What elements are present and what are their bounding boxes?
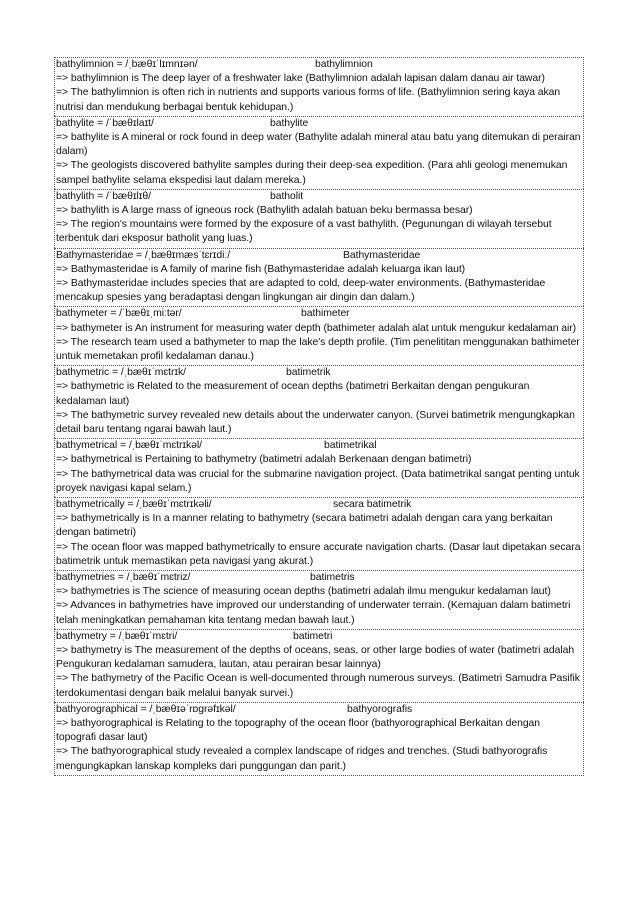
entry-header [56, 117, 582, 131]
definition: => bathymetry is The measurement of the depths of oceans, seas, or other large bodies of water (batimetri adalah Pengukuran kedalaman samudera, lautan, atau perairan besar lainnya) [56, 644, 575, 671]
headword: bathymetrically = /ˌbæθɪˈmɛtrɪkəli/ [56, 498, 212, 510]
translation: batimetrik [286, 367, 331, 379]
example: => The region's mountains were formed by the exposure of a vast bathylith. (Pegunungan di wilayah tersebut terbentuk dari eksposur batholit yang luas.) [56, 219, 552, 245]
definition: => bathylimnion is The deep layer of a freshwater lake (Bathylimnion adalah lapisan dalam danau air tawar) [56, 73, 545, 85]
example: => The bathymetric survey revealed new details about the underwater canyon. (Survei batimetrik mengungkapkan detail baru tentang ngarai bawah laut.) [56, 409, 575, 435]
dictionary-page [54, 57, 584, 776]
dictionary-entry [54, 306, 584, 365]
translation: Bathymasteridae [343, 249, 421, 261]
definition: => Bathymasteridae is A family of marine fish (Bathymasteridae adalah keluarga ikan laut) [56, 263, 466, 275]
translation: batholit [270, 190, 304, 202]
definition: => bathymetric is Related to the measurement of ocean depths (batimetri Berkaitan dengan pengukuran kedalaman laut) [56, 381, 530, 407]
translation: bathylimnion [315, 59, 373, 70]
definition: => bathymetries is The science of measuring ocean depths (batimetri adalah ilmu mengukur kedalaman laut) [56, 586, 551, 598]
translation: batimetris [310, 571, 355, 583]
headword: bathymeter = /ˈbæθɪˌmiːtər/ [56, 308, 182, 320]
headword: Bathymasteridae = /ˌbæθɪmæsˈtɛrɪdiː/ [56, 249, 231, 261]
headword: bathymetric = /ˌbæθɪˈmɛtrɪk/ [56, 367, 186, 379]
definition: => bathyorographical is Relating to the topography of the ocean floor (bathyorographical Berkaitan dengan topografi dasar laut) [56, 717, 541, 744]
definition: => bathymeter is An instrument for measuring water depth (bathimeter adalah alat untuk mengukur kedalaman air) [56, 322, 577, 334]
entry-header [56, 439, 582, 453]
dictionary-entry [54, 365, 584, 438]
translation: secara batimetrik [333, 498, 412, 510]
entry-header [56, 703, 582, 717]
example: => The bathymetrical data was crucial for the submarine navigation project. (Data batimetrikal sangat penting untuk proyek navigasi kapal selam.) [56, 468, 580, 494]
translation: bathylite [270, 117, 309, 129]
dictionary-entry [54, 189, 584, 248]
dictionary-entry [54, 116, 584, 189]
dictionary-entry [54, 702, 584, 776]
headword: bathymetry = /ˌbæθɪˈmɛtri/ [56, 630, 178, 642]
entry-header [56, 366, 582, 380]
dictionary-entry [54, 57, 584, 116]
translation: bathyorografis [347, 703, 413, 715]
example: => The bathylimnion is often rich in nutrients and supports various forms of life. (Bathylimnion sering kaya akan nutrisi dan mendukung berbagai bentuk kehidupan.) [56, 87, 561, 113]
translation: batimetri [293, 630, 333, 642]
headword: bathylimnion = /ˌbæθɪˈlɪmnɪən/ [56, 59, 198, 70]
headword: bathymetries = /ˌbæθɪˈmɛtriz/ [56, 571, 191, 583]
example: => The bathymetry of the Pacific Ocean is well-documented through numerous surveys. (Batimetri Samudra Pasifik terdokumentasi dengan baik melalui banyak survei.) [56, 673, 580, 699]
example: => Bathymasteridae includes species that are adapted to cold, deep-water environments. (Bathymasteridae mencakup spesies yang beradaptasi dengan lingkungan air dingin dan dalam.) [56, 277, 546, 304]
entry-header [56, 58, 582, 72]
entry-header [56, 307, 582, 321]
dictionary-entry [54, 438, 584, 497]
headword: bathylith = /ˈbæθɪlɪθ/ [56, 190, 151, 202]
dictionary-entry [54, 570, 584, 629]
entry-header [56, 190, 582, 204]
example: => The research team used a bathymeter to map the lake's depth profile. (Tim penelititan menggunakan bathimeter untuk memetakan profil kedalaman danau.) [56, 336, 580, 362]
definition: => bathymetrical is Pertaining to bathymetry (batimetri adalah Berkenaan dengan batimetri) [56, 454, 472, 466]
headword: bathylite = /ˈbæθɪlaɪt/ [56, 117, 154, 129]
example: => Advances in bathymetries have improved our understanding of underwater terrain. (Kemajuan dalam batimetri telah meningkatkan pemahaman kita tentang medan bawah laut.) [56, 600, 571, 626]
entry-header [56, 249, 582, 263]
example: => The ocean floor was mapped bathymetrically to ensure accurate navigation charts. (Dasar laut dipetakan secara batimetrik untuk memastikan peta navigasi yang akurat.) [56, 541, 581, 567]
definition: => bathylith is A large mass of igneous rock (Bathylith adalah batuan beku bermassa besar) [56, 204, 473, 216]
headword: bathyorographical = /ˌbæθɪəˈrɒgrəfɪkəl/ [56, 703, 236, 715]
dictionary-entry [54, 248, 584, 307]
dictionary-entry [54, 497, 584, 570]
example: => The geologists discovered bathylite samples during their deep-sea expedition. (Para ahli geologi menemukan sampel bathylite selama ekspedisi laut dalam mereka.) [56, 160, 568, 186]
entry-header [56, 630, 582, 644]
dictionary-entry [54, 629, 584, 702]
definition: => bathymetrically is In a manner relating to bathymetry (secara batimetri adalah dengan cara yang berkaitan dengan batimetri) [56, 513, 553, 539]
entry-header [56, 571, 582, 585]
translation: bathimeter [301, 308, 350, 320]
translation: batimetrikal [324, 440, 377, 452]
definition: => bathylite is A mineral or rock found in deep water (Bathylite adalah mineral atau batu yang ditemukan di perairan dalam) [56, 131, 581, 158]
entry-header [56, 498, 582, 512]
headword: bathymetrical = /ˌbæθɪˈmɛtrɪkəl/ [56, 440, 202, 452]
example: => The bathyorographical study revealed a complex landscape of ridges and trenches. (Studi bathyorografis mengungkapkan lanskap kompleks dari punggungan dan parit.) [56, 746, 548, 772]
